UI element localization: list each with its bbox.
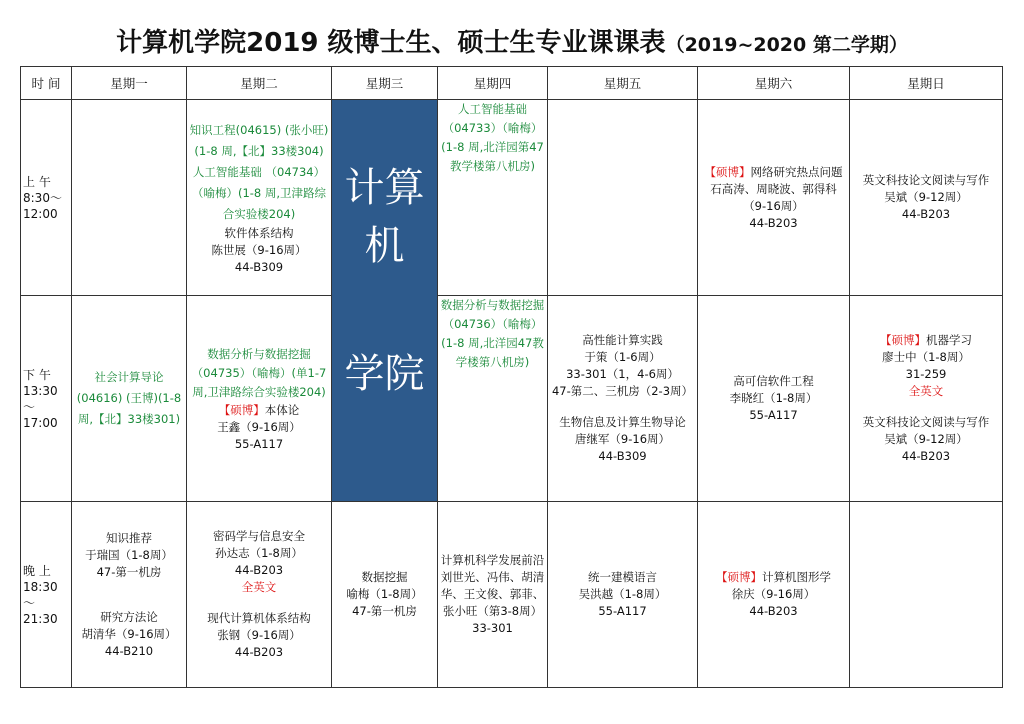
cell-sun-morning: 英文科技论文阅读与写作 吴斌（9-12周） 44-B203: [850, 100, 1003, 296]
cell-sun-afternoon: 【硕博】机器学习 廖士中（1-8周） 31-259 全英文 英文科技论文阅读与写作 吴斌（9-12周） 44-B203: [850, 296, 1003, 502]
table-row-evening: [21, 502, 1003, 688]
cell-thu-morning: 人工智能基础（04733）（喻梅）(1-8 周,北洋园第47教学楼第八机房): [438, 100, 548, 296]
header-sat: 星期六: [698, 67, 850, 100]
cell-tue-evening: 密码学与信息安全 孙达志（1-8周） 44-B203 全英文 现代计算机体系结构 张钢（9-16周） 44-B203: [187, 502, 332, 688]
header-row: [21, 67, 1003, 100]
wed-department-band: 计算 机 学院: [332, 100, 438, 502]
cell-mon-afternoon: 社会计算导论(04616) (王博)(1-8 周,【北】33楼301): [72, 296, 187, 502]
header-sun: 星期日: [850, 67, 1003, 100]
cell-sun-evening: [850, 502, 1003, 688]
cell-fri-morning: [548, 100, 698, 296]
header-wed: 星期三: [332, 67, 438, 100]
cell-mon-evening: 知识推荐 于瑞国（1-8周） 47-第一机房 研究方法论 胡清华（9-16周） 44-B210: [72, 502, 187, 688]
table-row-afternoon: [21, 296, 1003, 502]
cell-sat-evening: 【硕博】计算机图形学 徐庆（9-16周） 44-B203: [698, 502, 850, 688]
header-tue: 星期二: [187, 67, 332, 100]
cell-wed-evening: 数据挖掘 喻梅（1-8周） 47-第一机房: [332, 502, 438, 688]
page-title: 计算机学院2019 级博士生、硕士生专业课课表（2019~2020 第二学期）: [116, 28, 908, 58]
header-thu: 星期四: [438, 67, 548, 100]
cell-tue-afternoon: 数据分析与数据挖掘（04735）（喻梅）(单1-7 周,卫津路综合实验楼204) 【硕博】本体论 王鑫（9-16周） 55-A117: [187, 296, 332, 502]
cell-mon-morning: [72, 100, 187, 296]
schedule-table: [20, 66, 1003, 688]
cell-thu-evening: 计算机科学发展前沿 刘世光、冯伟、胡清华、王文俊、郭菲、张小旺（第3-8周） 33-301: [438, 502, 548, 688]
table-row-morning: [21, 100, 1003, 296]
cell-tue-morning: 知识工程(04615) (张小旺)(1-8 周,【北】33楼304) 人工智能基础 （04734）（喻梅）(1-8 周,卫津路综合实验楼204) 软件体系结构 陈世展（9-16周） 44-B309: [187, 100, 332, 296]
cell-fri-afternoon: 高性能计算实践 于策（1-6周） 33-301（1，4-6周） 47-第二、三机房（2-3周） 生物信息及计算生物导论 唐继军（9-16周） 44-B309: [548, 296, 698, 502]
header-fri: 星期五: [548, 67, 698, 100]
time-morning: 上 午 8:30～ 12:00: [21, 100, 72, 296]
time-afternoon: 下 午 13:30～ 17:00: [21, 296, 72, 502]
cell-sat-morning: 【硕博】网络研究热点问题 石高涛、周晓波、郭得科 （9-16周） 44-B203: [698, 100, 850, 296]
cell-sat-afternoon: 高可信软件工程 李晓红（1-8周） 55-A117: [698, 296, 850, 502]
cell-thu-afternoon: 数据分析与数据挖掘（04736）（喻梅）(1-8 周,北洋园47教学楼第八机房): [438, 296, 548, 502]
time-evening: 晚 上 18:30～ 21:30: [21, 502, 72, 688]
header-mon: 星期一: [72, 67, 187, 100]
header-time: 时 间: [21, 67, 72, 100]
cell-fri-evening: 统一建模语言 吴洪越（1-8周） 55-A117: [548, 502, 698, 688]
